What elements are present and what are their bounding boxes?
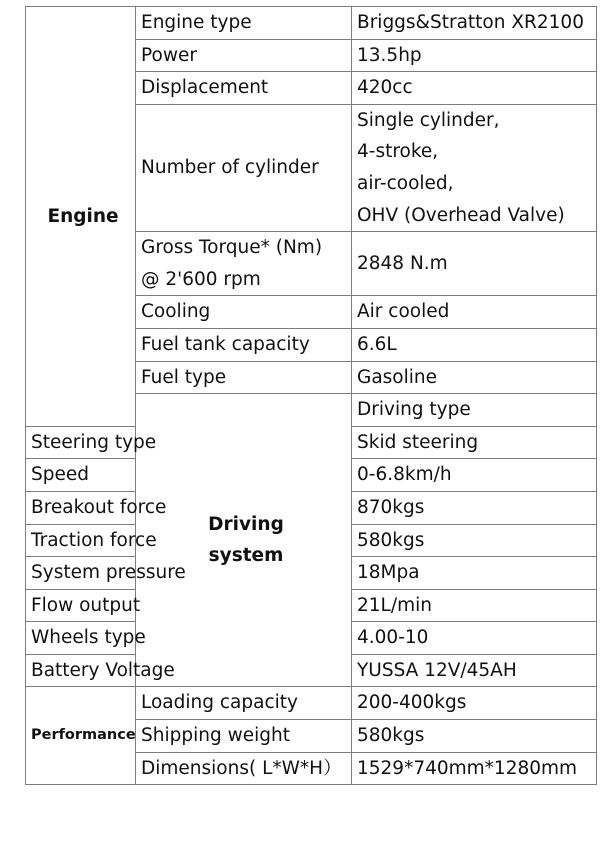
- group-driving-line: system: [208, 545, 284, 567]
- spec-value: 200-400kgs: [352, 687, 597, 720]
- spec-label: Number of cylinder: [136, 104, 352, 231]
- spec-value: 1529*740mm*1280mm: [352, 752, 597, 785]
- spec-value: 420cc: [352, 72, 597, 105]
- group-performance: Performance: [26, 687, 136, 785]
- group-engine: Engine: [26, 7, 136, 427]
- spec-value: Skid steering: [352, 426, 597, 459]
- spec-value-line: 4-stroke,: [357, 141, 439, 163]
- table-row: [26, 7, 597, 40]
- spec-label: Breakout force: [26, 491, 136, 524]
- spec-value: YUSSA 12V/45AH: [352, 654, 597, 687]
- spec-label: Battery Voltage: [26, 654, 136, 687]
- spec-value: Briggs&Stratton XR2100: [352, 7, 597, 40]
- spec-label: Wheels type: [26, 622, 136, 655]
- spec-value: 2848 N.m: [352, 232, 597, 296]
- spec-value-line: air-cooled,: [357, 172, 454, 194]
- spec-value: 13.5hp: [352, 39, 597, 72]
- spec-value: 18Mpa: [352, 557, 597, 590]
- spec-value: 870kgs: [352, 491, 597, 524]
- spec-value: [352, 104, 597, 231]
- group-driving-system: [136, 394, 352, 687]
- spec-value: 21L/min: [352, 589, 597, 622]
- spec-label: Loading capacity: [136, 687, 352, 720]
- table-row: [26, 687, 597, 720]
- spec-label: Shipping weight: [136, 720, 352, 753]
- spec-label: Fuel type: [136, 361, 352, 394]
- spec-value-line: OHV (Overhead Valve): [357, 204, 565, 226]
- spec-label-line: @ 2'600 rpm: [141, 268, 261, 290]
- spec-label: Fuel tank capacity: [136, 328, 352, 361]
- spec-label: Flow output: [26, 589, 136, 622]
- spec-label: Cooling: [136, 296, 352, 329]
- spec-label: Speed: [26, 459, 136, 492]
- spec-label: Traction force: [26, 524, 136, 557]
- spec-label: Displacement: [136, 72, 352, 105]
- spec-value: 580kgs: [352, 524, 597, 557]
- spec-value: 580kgs: [352, 720, 597, 753]
- spec-value: 0-6.8km/h: [352, 459, 597, 492]
- spec-label: [136, 232, 352, 296]
- spec-value: 4.00-10: [352, 622, 597, 655]
- spec-value-line: Single cylinder,: [357, 109, 500, 131]
- spec-label: Engine type: [136, 7, 352, 40]
- spec-value: Gasoline: [352, 361, 597, 394]
- spec-value: Air cooled: [352, 296, 597, 329]
- spec-value: 6.6L: [352, 328, 597, 361]
- spec-label: Driving type: [352, 394, 597, 427]
- spec-label: Dimensions( L*W*H）: [136, 752, 352, 785]
- spec-label: System pressure: [26, 557, 136, 590]
- group-driving-line: Driving: [208, 513, 284, 535]
- spec-label-line: Gross Torque* (Nm): [141, 237, 323, 259]
- spec-label: Power: [136, 39, 352, 72]
- spec-label: Steering type: [26, 426, 136, 459]
- spec-table: [25, 6, 597, 785]
